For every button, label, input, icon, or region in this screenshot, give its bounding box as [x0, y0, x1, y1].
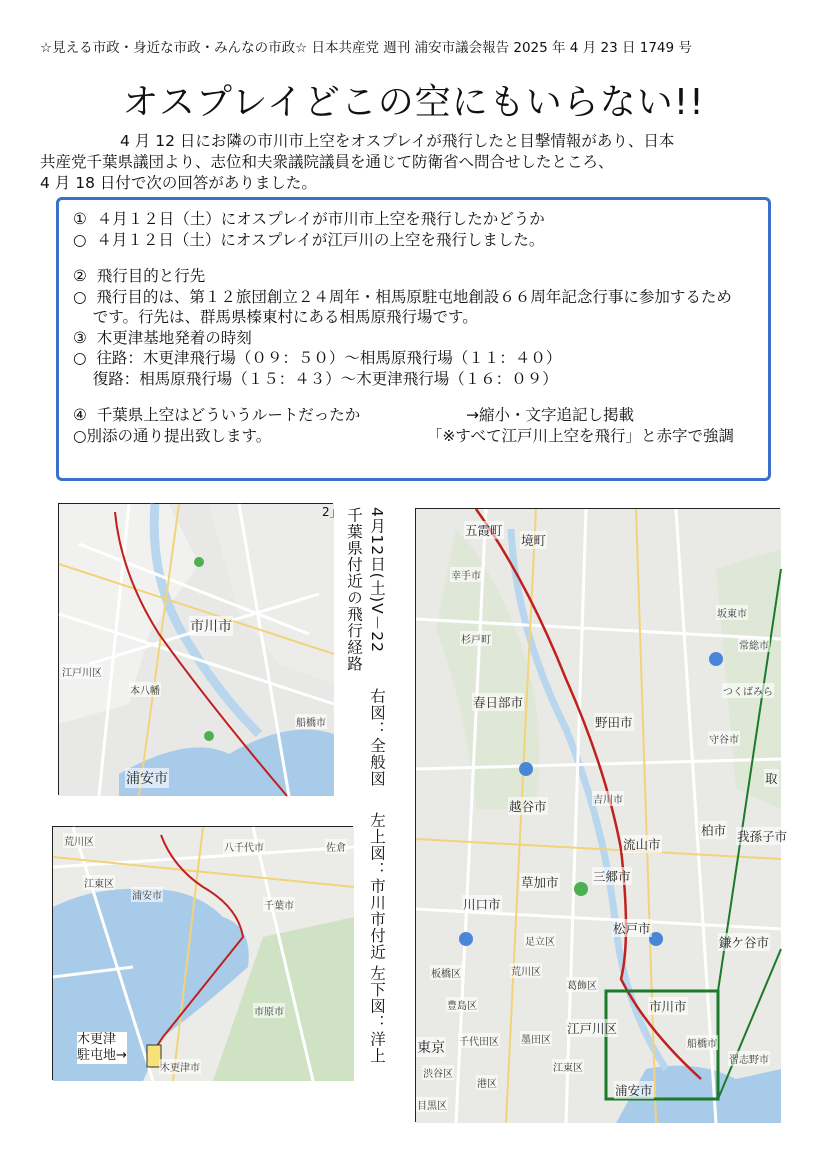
map-label: 草加市 — [521, 875, 559, 890]
map-label: 荒川区 — [63, 833, 95, 848]
map-label: 葛飾区 — [566, 977, 598, 992]
map-label: つくばみら — [722, 683, 774, 698]
map-label: 千葉市 — [263, 897, 295, 912]
question-4: ④ 千葉県上空はどういうルートだったか — [73, 406, 361, 424]
map-label: 浦安市 — [131, 887, 163, 902]
map-label: 浦安市 — [615, 1083, 653, 1098]
map-label: 江東区 — [83, 875, 115, 890]
editor-note-2: 「※すべて江戸川上空を飛行」と赤字で強調 — [426, 426, 734, 445]
map-label: 市川市 — [649, 999, 687, 1014]
answer-2-line-1: ○ 飛行目的は、第１２旅団創立２４周年・相馬原駐屯地創設６６周年記念行事に参加するため — [73, 287, 732, 306]
map-label: 松戸市 — [613, 921, 651, 936]
map-label: 本八幡 — [129, 682, 161, 697]
map-label: 千代田区 — [458, 1033, 500, 1048]
answer-1: ○ ４月１２日（土）にオスプレイが江戸川の上空を飛行しました。 — [73, 230, 545, 249]
map-label: 鎌ケ谷市 — [719, 935, 770, 950]
answer-3-line-2: 復路：相馬原飛行場（１５：４３）～木更津飛行場（１６：０９） — [73, 369, 558, 388]
map-label: 守谷市 — [708, 731, 740, 746]
map-label: 江戸川区 — [567, 1021, 618, 1036]
caption-title: 千葉県付近の飛行経路 — [345, 507, 363, 672]
answer-3-line-1: ○ 往路：木更津飛行場（０９：５０）～相馬原飛行場（１１：４０） — [73, 349, 562, 367]
map-label: 足立区 — [524, 933, 556, 948]
map-label: 江戸川区 — [61, 664, 103, 679]
map-label: 幸手市 — [450, 567, 482, 582]
map-ichikawa-graphic — [59, 504, 334, 796]
map-tokyo-bay — [52, 826, 353, 1080]
intro-paragraph — [40, 131, 756, 194]
map-label: 柏市 — [701, 823, 727, 838]
map-label: 八千代市 — [223, 839, 265, 854]
newsletter-header: ☆見える市政・身近な市政・みんなの市政☆ 日本共産党 週刊 浦安市議会報告 2025 年 4 月 23 日 1749 号 — [40, 40, 692, 56]
map-ichikawa — [58, 503, 333, 795]
map-label: 港区 — [476, 1075, 498, 1090]
map-label: 取 — [765, 771, 778, 786]
map-label: 佐倉 — [325, 839, 347, 854]
intro-line: 4 月 18 日付で次の回答がありました。 — [40, 174, 317, 192]
map-label: 野田市 — [595, 715, 633, 730]
page-title: オスプレイどこの空にもいらない!! — [122, 82, 705, 123]
caption-date: 4月12日(土)V－22 — [368, 507, 386, 654]
map-label: 習志野市 — [728, 1051, 770, 1066]
map-label: 五霞町 — [465, 523, 503, 538]
qa-box — [56, 197, 771, 481]
map-label: 墨田区 — [520, 1031, 552, 1046]
map-label: 境町 — [521, 533, 547, 548]
map-label: 越谷市 — [509, 799, 547, 814]
editor-note-1: →縮小・文字追記し掲載 — [466, 406, 634, 424]
map-label: 三郷市 — [593, 869, 631, 884]
map-label: 板橋区 — [430, 965, 462, 980]
map-label: 杉戸町 — [460, 631, 492, 646]
map-label: 坂東市 — [716, 605, 748, 620]
kisarazu-callout — [77, 1032, 127, 1064]
map-label: 市原市 — [253, 1003, 285, 1018]
answer-2-line-2: です。行先は、群馬県榛東村にある相馬原飛行場です。 — [73, 308, 478, 326]
map-label: 船橋市 — [686, 1035, 718, 1050]
map-label: 浦安市 — [125, 768, 169, 788]
caption-bottom-left-map: 左下図：洋上 — [368, 965, 386, 1064]
map-label: 東京 — [416, 1037, 446, 1057]
map-label: 船橋市 — [295, 714, 327, 729]
map-label: 木更津市 — [159, 1059, 201, 1074]
map-label: 目黒区 — [416, 1097, 448, 1112]
question-4-row — [73, 405, 754, 426]
caption-right-map: 右図：全般図 — [368, 688, 386, 787]
map-label: 川口市 — [463, 897, 501, 912]
map-label: 流山市 — [623, 837, 661, 852]
caption-top-left-map: 左上図：市川市付近 — [368, 812, 386, 961]
answer-4-row — [73, 426, 754, 447]
answer-4: ○別添の通り提出致します。 — [73, 426, 272, 445]
map-label: 市川市 — [189, 616, 233, 636]
question-1: ① ４月１２日（土）にオスプレイが市川市上空を飛行したかどうか — [73, 210, 545, 228]
question-2: ② 飛行目的と行先 — [73, 267, 206, 285]
intro-line: 共産党千葉県議団より、志位和夫衆議院議員を通じて防衛省へ問合せしたところ、 — [40, 153, 614, 171]
map-overview — [415, 508, 788, 1122]
callout-line: 駐屯地→ — [77, 1048, 127, 1063]
map-label: 吉川市 — [592, 791, 624, 806]
intro-line: 4 月 12 日にお隣の市川市上空をオスプレイが飛行したと目撃情報があり、日本 — [120, 132, 675, 150]
map-label: 豊島区 — [446, 997, 478, 1012]
figure-number: 2」 — [322, 505, 342, 519]
map-label: 春日部市 — [473, 695, 524, 710]
map-label: 渋谷区 — [422, 1065, 454, 1080]
question-3: ③ 木更津基地発着の時刻 — [73, 328, 252, 347]
callout-line: 木更津 — [77, 1032, 117, 1047]
map-label: 常総市 — [738, 637, 770, 652]
map-label: 荒川区 — [510, 963, 542, 978]
map-label: 江東区 — [552, 1059, 584, 1074]
map-label: 我孫子市 — [737, 829, 788, 844]
